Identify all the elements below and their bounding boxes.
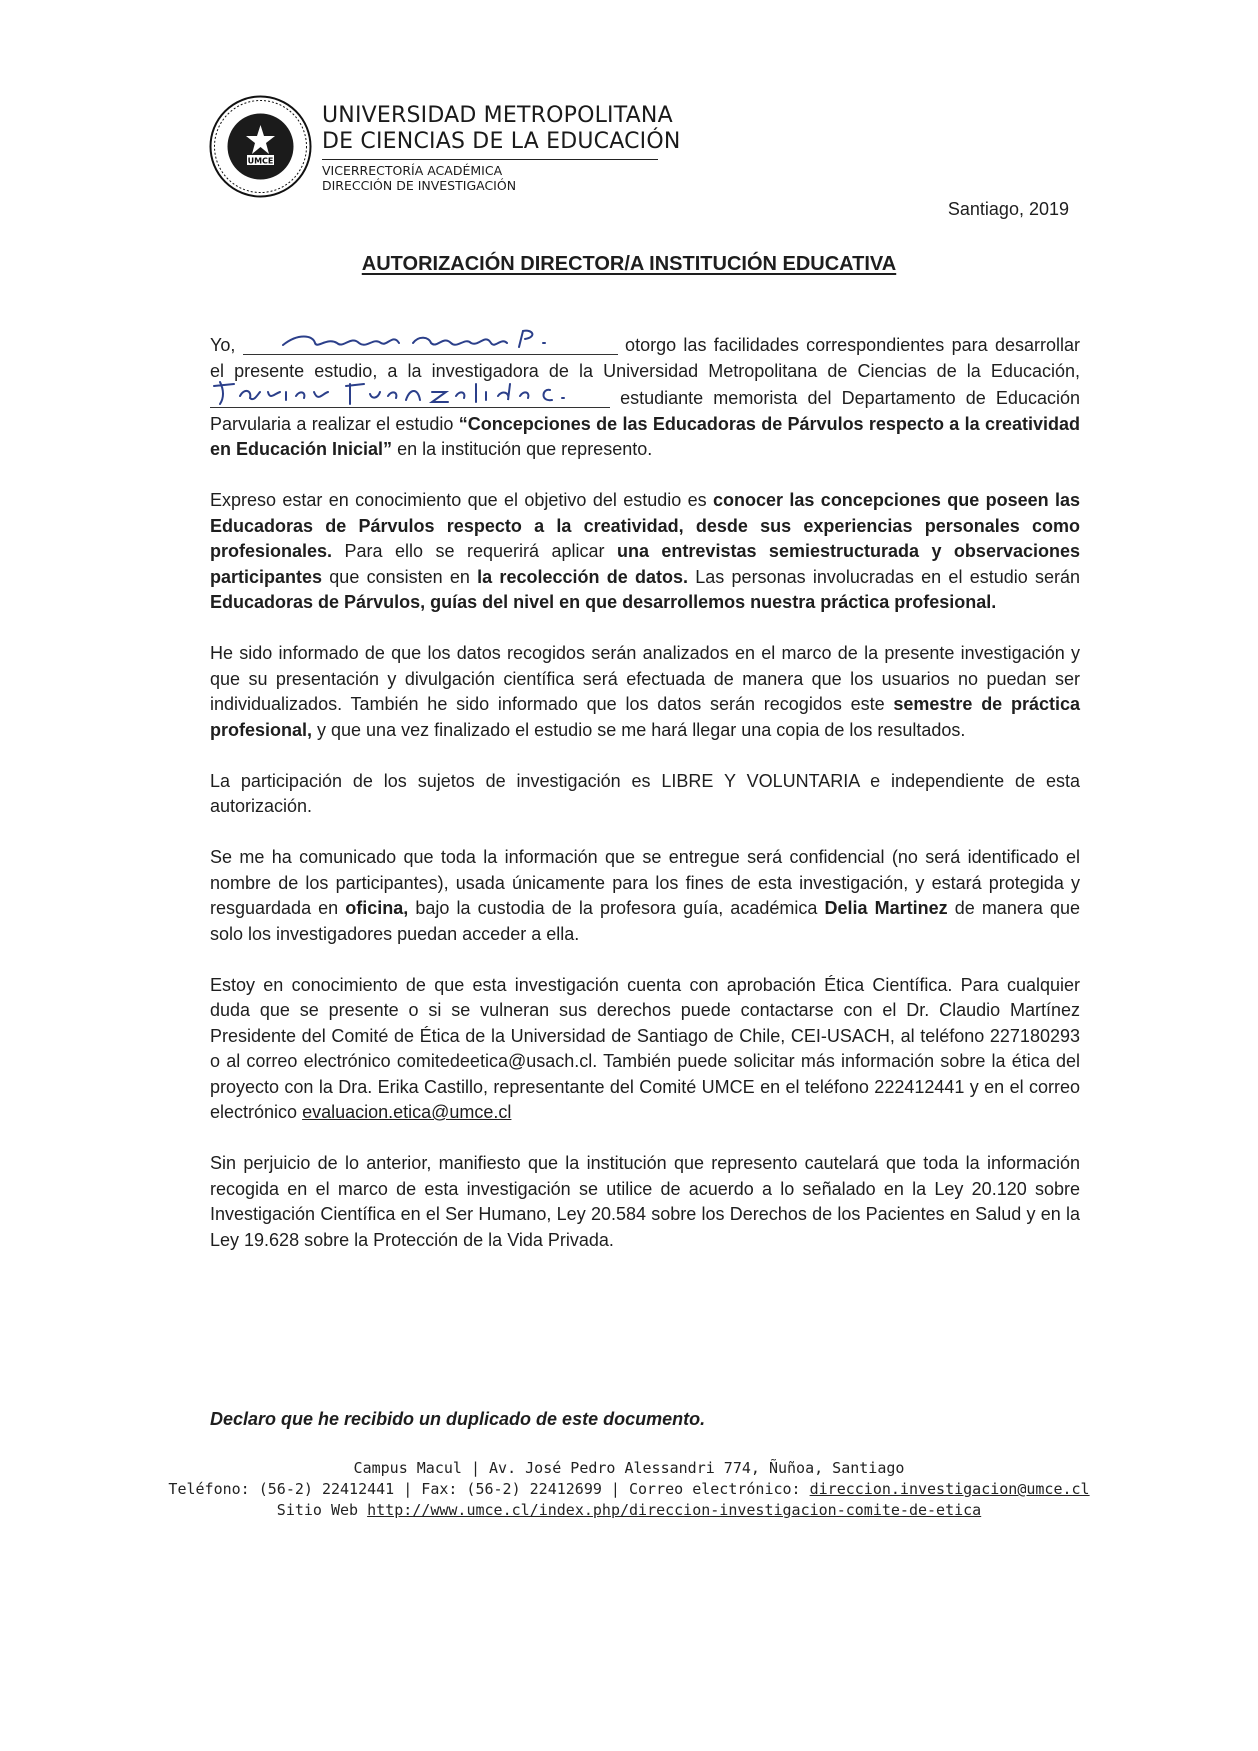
paragraph-ethics: Estoy en conocimiento de que esta investigación cuenta con aprobación Ética Científica. Para cualquier duda que se presente o si se vulneran sus derechos puede contactarse con el Dr. Claudio Martínez Presidente del Comité de Ética de la Universidad de Santiago de Chile, CEI-USACH, al teléfono 227180293 o al correo electrónico comitedeetica@usach.cl. También puede solicitar más información sobre la ética del proyecto con la Dra. Erika Castillo, representante del Comité UMCE en el teléfono 222412441 y en el correo electrónico evaluacion.etica@umce.cl <box>210 974 1080 1122</box>
director-signature <box>243 331 618 355</box>
university-seal <box>209 95 312 198</box>
paragraph-data-use: He sido informado de que los datos recogidos serán analizados en el marco de la presente investigación y que su presentación y divulgación científica será efectuada de manera que los usuarios no puedan ser individualizados. También he sido informado que los datos serán recogidos este semestre de práctica profesional, y que una vez finalizado el estudio se me hará llegar una copia de los resultados. <box>210 643 1080 740</box>
footer-address: Campus Macul | Av. José Pedro Alessandri 774, Ñuñoa, Santiago <box>353 1459 905 1477</box>
letterhead <box>322 103 681 193</box>
footer-website: Sitio Web http://www.umce.cl/index.php/direccion-investigacion-comite-de-etica <box>276 1501 982 1519</box>
footer-contact: Teléfono: (56-2) 22412441 | Fax: (56-2) 22412699 | Correo electrónico: direccion.investigacion@umce.cl <box>168 1480 1090 1498</box>
handwriting-director <box>243 327 618 353</box>
department-line1: VICERRECTORÍA ACADÉMICA <box>322 163 503 178</box>
footer-email-link[interactable]: direccion.investigacion@umce.cl <box>809 1480 1090 1498</box>
document-title: AUTORIZACIÓN DIRECTOR/A INSTITUCIÓN EDUCATIVA <box>361 253 897 275</box>
paragraph-objective: Expreso estar en conocimiento que el objetivo del estudio es conocer las concepciones que poseen las Educadoras de Párvulos respecto a la creatividad, desde sus experiencias personales como profesionales. Para ello se requerirá aplicar una entrevistas semiestructurada y observaciones participantes que consisten en la recolección de datos. Las personas involucradas en el estudio serán Educadoras de Párvulos, guías del nivel en que desarrollemos nuestra práctica profesional. <box>210 490 1081 612</box>
department-line2: DIRECCIÓN DE INVESTIGACIÓN <box>322 178 517 193</box>
footer <box>0 1458 1258 1521</box>
declaration: Declaro que he recibido un duplicado de este documento. <box>210 1409 706 1429</box>
paragraph-legal: Sin perjuicio de lo anterior, manifiesto que la institución que represento cautelará que toda la información recogida en el marco de esta investigación se utilice de acuerdo a lo señalado en la Ley 20.120 sobre Investigación Científica en el Ser Humano, Ley 20.584 sobre los Derechos de los Pacientes en Salud y en la Ley 19.628 sobre la Protección de la Vida Privada. <box>210 1153 1080 1250</box>
footer-website-link[interactable]: http://www.umce.cl/index.php/direccion-investigacion-comite-de-etica <box>367 1501 982 1519</box>
paragraph-authorization: Yo, otorgo las facilidades correspondientes para desarrollar el presente estudio, a la investigadora de la Universidad Metropolitana de Ciencias de la Educación, estudiante memorista del Departamento de Educación Parvularia a realizar el estudio “Concepciones de las Educadoras de Párvulos respecto a la creatividad en Educación Inicial” en la institución que represento. <box>210 331 1080 463</box>
university-name-line1: UNIVERSIDAD METROPOLITANA <box>322 103 673 128</box>
paragraph-confidentiality: Se me ha comunicado que toda la información que se entregue será confidencial (no será identificado el nombre de los participantes), usada únicamente para los fines de esta investigación, y estará protegida y resguardada en oficina, bajo la custodia de la profesora guía, académica Delia Martinez de manera que solo los investigadores puedan acceder a ella. <box>210 847 1080 944</box>
document-body <box>210 331 1080 1279</box>
paragraph-participation: La participación de los sujetos de investigación es LIBRE Y VOLUNTARIA e independiente de esta autorización. <box>210 770 1080 816</box>
ethics-email-link[interactable]: evaluacion.etica@umce.cl <box>302 1102 512 1122</box>
university-name-line2: DE CIENCIAS DE LA EDUCACIÓN <box>322 129 681 154</box>
student-signature <box>210 384 610 408</box>
letterhead-divider <box>322 159 658 160</box>
document-date: Santiago, 2019 <box>947 199 1069 219</box>
seal-monogram: UMCE <box>247 156 274 166</box>
handwriting-student <box>210 380 610 406</box>
